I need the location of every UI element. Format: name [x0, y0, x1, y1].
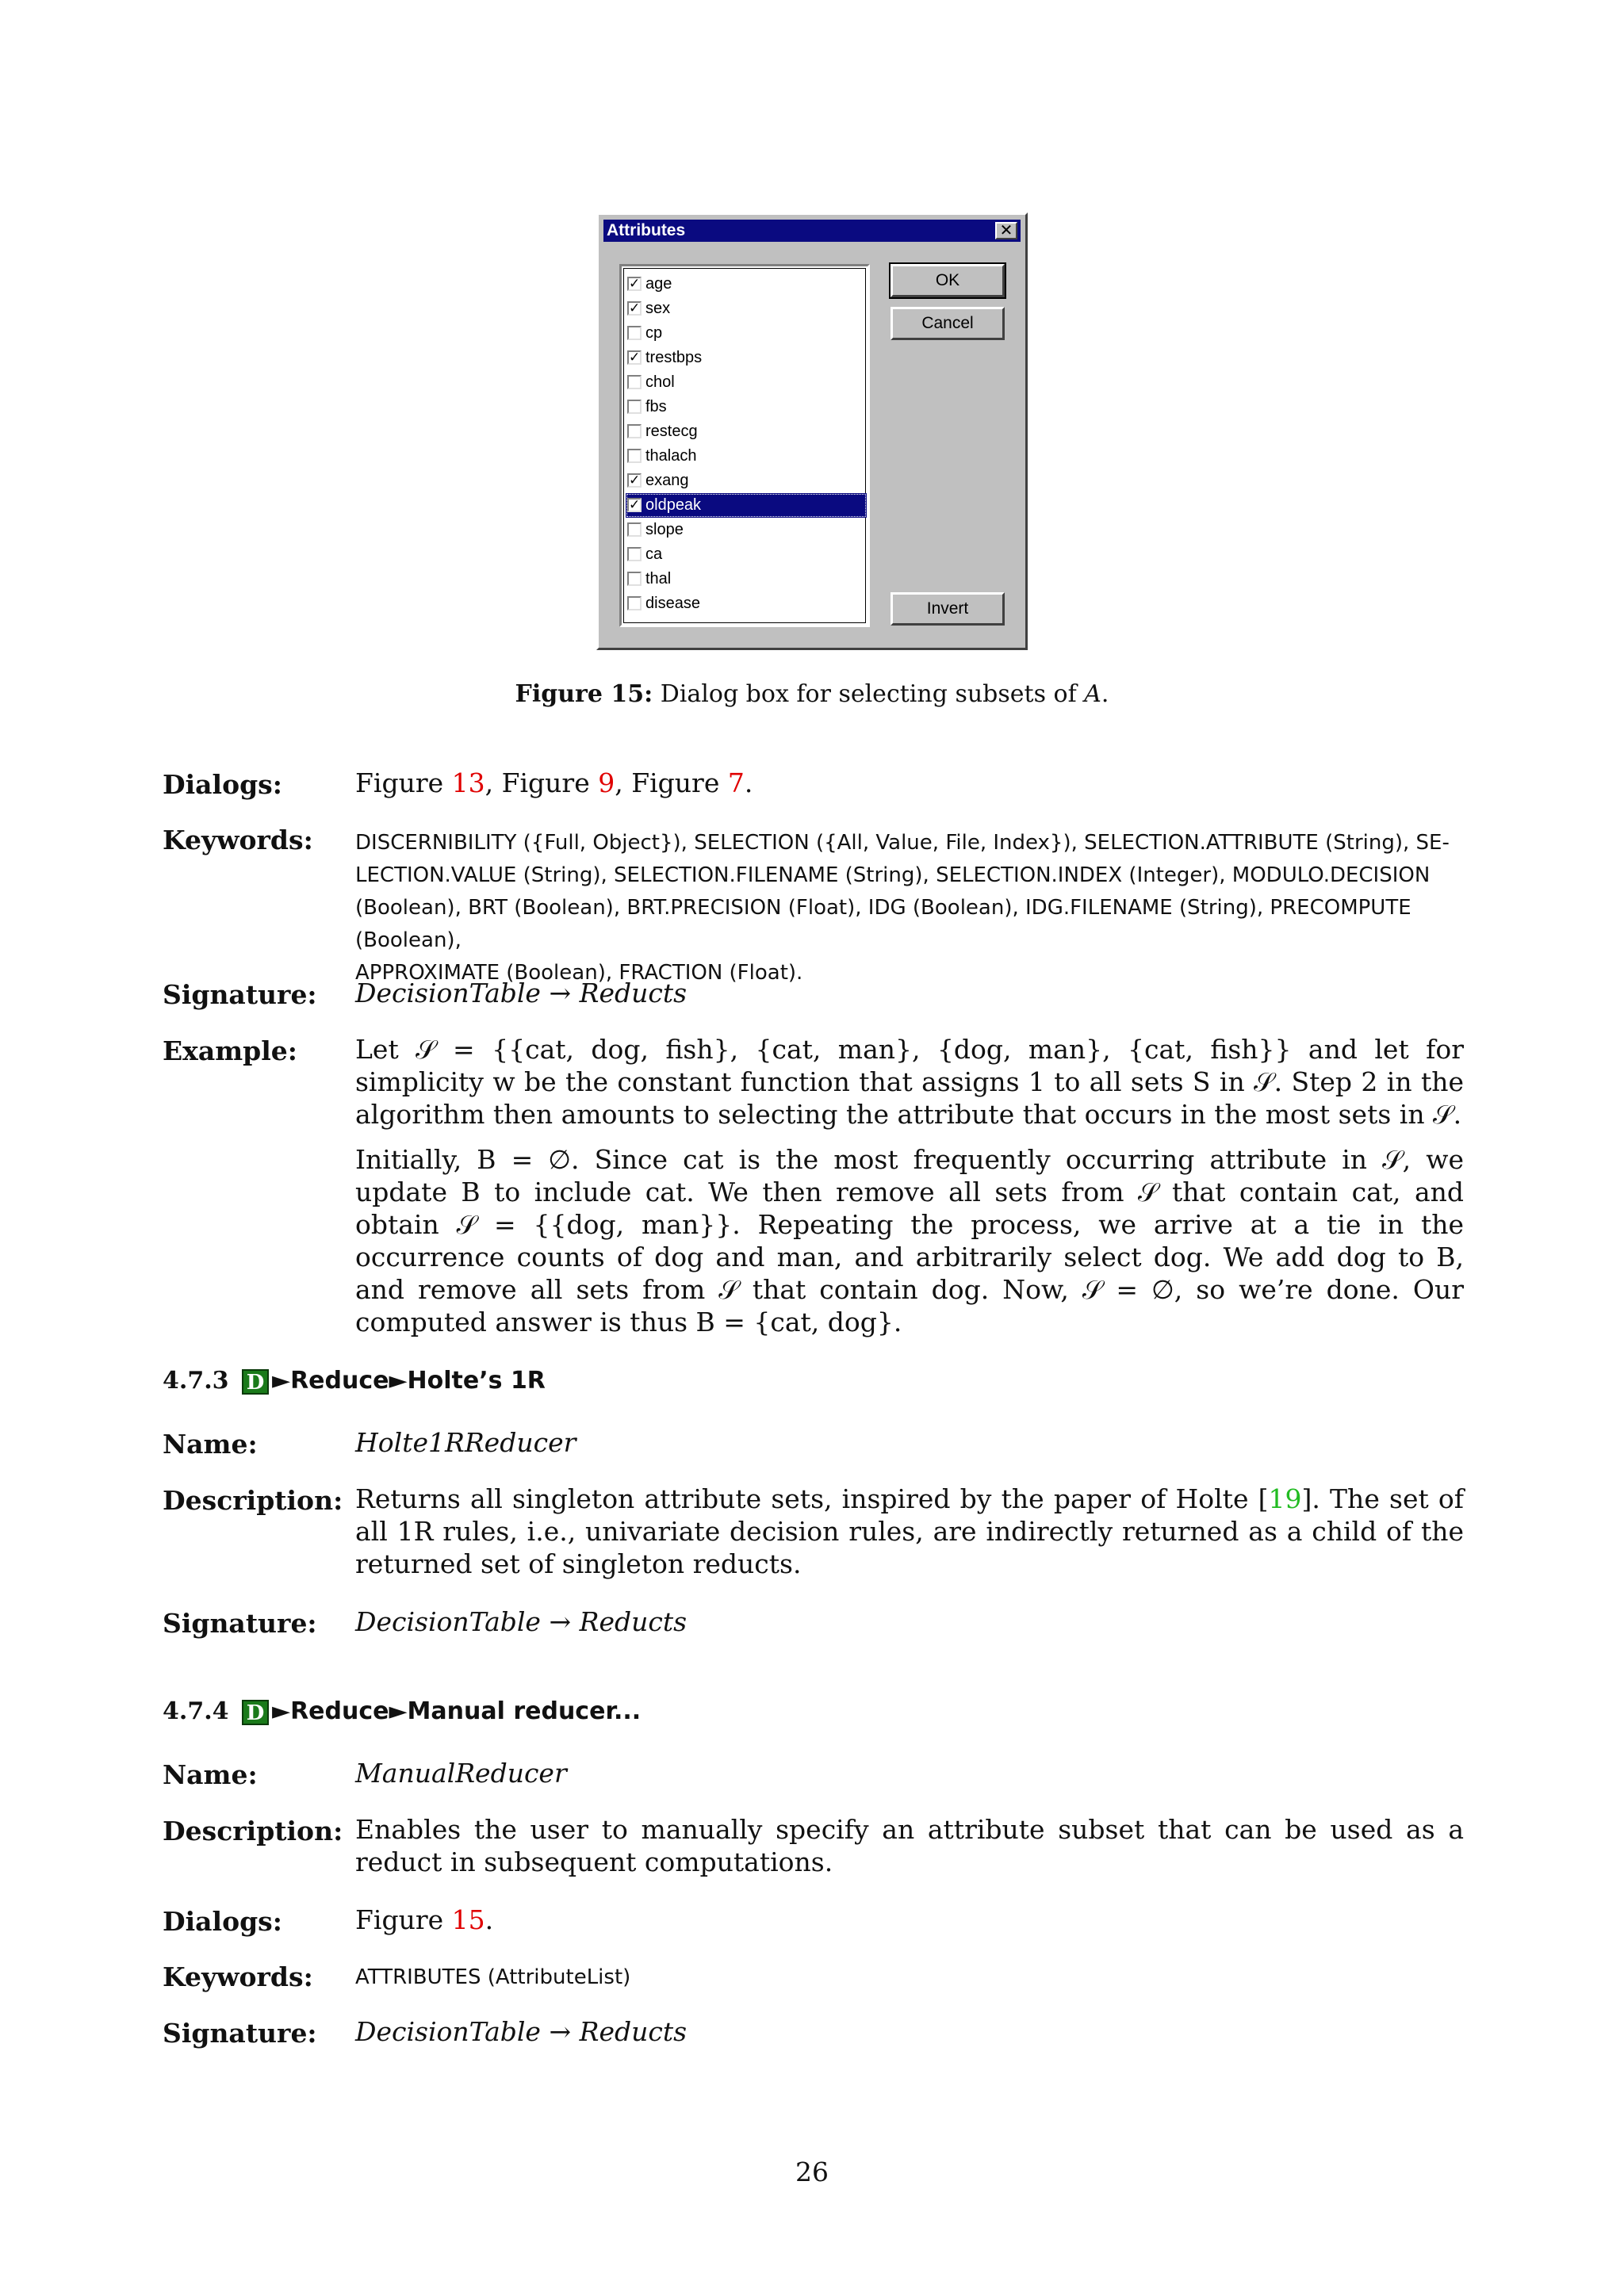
attribute-item-age[interactable]	[626, 272, 867, 297]
section-4-7-3-heading	[163, 1367, 546, 1395]
attribute-label: exang	[645, 472, 689, 489]
signature-label: Signature:	[163, 979, 317, 1010]
keywords-value-2: ATTRIBUTES (AttributeList)	[355, 1965, 631, 1989]
signature-value: DecisionTable → Reducts	[355, 978, 688, 1008]
dialog-title: Attributes	[607, 221, 686, 239]
name-value: Holte1RReducer	[355, 1427, 576, 1458]
attribute-item-trestbps[interactable]	[626, 346, 867, 370]
signature-value-2: DecisionTable → Reducts	[355, 1606, 688, 1637]
keywords-line-2: LECTION.VALUE (String), SELECTION.FILENAME (String), SELECTION.INDEX (Integer), MODULO.DECISION	[355, 863, 1431, 887]
dialogs-value-2	[355, 1904, 1464, 1936]
keywords-line-4: APPROXIMATE (Boolean), FRACTION (Float).	[355, 961, 803, 985]
caption-text: Dialog box for selecting subsets of	[660, 680, 1085, 708]
attribute-label: chol	[645, 373, 675, 391]
attribute-list	[623, 268, 866, 623]
signature-label-2: Signature:	[163, 1608, 317, 1639]
signature-value-3: DecisionTable → Reducts	[355, 2016, 688, 2047]
keywords-line-1: DISCERNIBILITY ({Full, Object}), SELECTION ({All, Value, File, Index}), SELECTION.ATTRIBUTE (String), SE-	[355, 831, 1450, 855]
attribute-label: restecg	[645, 423, 698, 440]
attribute-label: slope	[645, 521, 684, 538]
ok-button[interactable]: OK	[891, 264, 1005, 297]
caption-suffix: .	[1101, 680, 1109, 708]
attribute-item-exang[interactable]	[626, 469, 867, 493]
invert-button[interactable]: Invert	[891, 592, 1005, 626]
dialogs-label: Dialogs:	[163, 769, 282, 800]
checkbox-unchecked-icon[interactable]	[627, 547, 642, 561]
description-label-2: Description:	[163, 1816, 343, 1846]
attribute-label: thalach	[645, 447, 697, 465]
close-icon[interactable]: ✕	[995, 222, 1017, 239]
checkbox-checked-icon[interactable]: ✓	[629, 497, 641, 512]
checkbox-checked-icon[interactable]: ✓	[629, 350, 641, 365]
figure-15-link[interactable]: 15	[451, 1904, 485, 1935]
dialogs-sep-2: , Figure	[615, 767, 728, 798]
attribute-label: trestbps	[645, 349, 703, 366]
name-label-2: Name:	[163, 1759, 258, 1790]
attribute-item-disease[interactable]	[626, 591, 867, 616]
attribute-label: cp	[645, 324, 663, 342]
checkbox-unchecked-icon[interactable]	[627, 596, 642, 610]
attributes-dialog	[596, 212, 1028, 650]
attribute-label: disease	[645, 595, 700, 612]
attribute-label: age	[645, 275, 672, 293]
checkbox-checked-icon[interactable]: ✓	[629, 276, 641, 291]
reference-19-link[interactable]: 19	[1268, 1483, 1302, 1514]
section-4-7-4-heading	[163, 1697, 641, 1725]
dialogs-end-2: .	[485, 1904, 494, 1935]
name-label: Name:	[163, 1429, 258, 1460]
dialogs-value	[355, 767, 1464, 799]
checkbox-unchecked-icon[interactable]	[627, 522, 642, 537]
section-title: ►Reduce►Holte’s 1R	[272, 1367, 546, 1395]
signature-label-3: Signature:	[163, 2018, 317, 2049]
attribute-item-cp[interactable]	[626, 321, 867, 346]
checkbox-unchecked-icon[interactable]	[627, 572, 642, 586]
checkbox-unchecked-icon[interactable]	[627, 326, 642, 340]
keywords-value	[355, 827, 1464, 989]
description-label: Description:	[163, 1485, 343, 1516]
checkbox-unchecked-icon[interactable]	[627, 400, 642, 414]
attribute-label: oldpeak	[645, 496, 702, 514]
keywords-line-3: (Boolean), BRT (Boolean), BRT.PRECISION (Float), IDG (Boolean), IDG.FILENAME (String), PRECOMPUTE (Boolean),	[355, 896, 1411, 952]
page-number: 26	[795, 2156, 829, 2187]
description-text-b: ]. The set of all 1R rules, i.e., univariate decision rules, are indirectly returned as a child of the returned set of singleton reducts.	[355, 1483, 1464, 1579]
dialog-titlebar	[603, 220, 1021, 242]
attribute-label: sex	[645, 300, 671, 317]
description-text-a: Returns all singleton attribute sets, inspired by the paper of Holte [	[355, 1483, 1269, 1514]
attribute-item-oldpeak[interactable]	[626, 493, 867, 518]
description-value-2: Enables the user to manually specify an attribute subset that can be used as a reduct in subsequent computations.	[355, 1814, 1464, 1877]
dialogs-fig-text-2: Figure	[355, 1904, 452, 1935]
cancel-button[interactable]: Cancel	[891, 307, 1005, 340]
description-value	[355, 1483, 1464, 1580]
checkbox-unchecked-icon[interactable]	[627, 424, 642, 438]
name-value-2: ManualReducer	[355, 1758, 567, 1789]
figure-9-link[interactable]: 9	[598, 767, 615, 798]
example-label: Example:	[163, 1035, 297, 1066]
attribute-item-fbs[interactable]	[626, 395, 867, 419]
keywords-label-2: Keywords:	[163, 1961, 313, 1992]
attribute-label: thal	[645, 570, 672, 587]
checkbox-checked-icon[interactable]: ✓	[629, 473, 641, 488]
dialog-badge-icon-2: D	[242, 1700, 269, 1725]
figure-caption	[0, 680, 1624, 708]
section-title-2: ►Reduce►Manual reducer...	[272, 1697, 642, 1725]
figure-13-link[interactable]: 13	[451, 767, 485, 798]
caption-prefix: Figure 15:	[515, 680, 653, 708]
attribute-item-thal[interactable]	[626, 567, 867, 591]
checkbox-unchecked-icon[interactable]	[627, 449, 642, 463]
dialogs-fig-text: Figure	[355, 767, 452, 798]
attribute-listbox[interactable]	[619, 264, 870, 627]
keywords-label: Keywords:	[163, 825, 313, 855]
dialogs-end: .	[744, 767, 753, 798]
attribute-item-slope[interactable]	[626, 518, 867, 542]
attribute-item-thalach[interactable]	[626, 444, 867, 469]
attribute-label: ca	[645, 545, 663, 563]
figure-7-link[interactable]: 7	[727, 767, 745, 798]
example-paragraph-2: Initially, B = ∅. Since cat is the most frequently occurring attribute in 𝒮, we update B to include cat. We then remove all sets from 𝒮 that contain cat, and obtain 𝒮 = {{dog, man}}. Repeating the process, we arrive at a tie in the occurrence counts of dog and man, and arbitrarily select dog. We add dog to B, and remove all sets from 𝒮 that contain dog. Now, 𝒮 = ∅, so we’re done. Our computed answer is thus B = {cat, dog}.	[355, 1144, 1464, 1337]
checkbox-checked-icon[interactable]: ✓	[629, 300, 641, 316]
example-paragraph-1: Let 𝒮 = {{cat, dog, fish}, {cat, man}, {dog, man}, {cat, fish}} and let for simplicity w be the constant function that assigns 1 to all sets S in 𝒮. Step 2 in the algorithm then amounts to selecting the attribute that occurs in the most sets in 𝒮.	[355, 1034, 1464, 1130]
checkbox-unchecked-icon[interactable]	[627, 375, 642, 389]
attribute-item-ca[interactable]	[626, 542, 867, 567]
section-number: 4.7.3	[163, 1367, 229, 1395]
section-number-2: 4.7.4	[163, 1697, 229, 1725]
attribute-item-chol[interactable]	[626, 370, 867, 395]
attribute-item-sex[interactable]	[626, 297, 867, 321]
attribute-item-restecg[interactable]	[626, 419, 867, 444]
caption-var: A	[1084, 680, 1101, 708]
dialogs-label-2: Dialogs:	[163, 1906, 282, 1937]
attribute-label: fbs	[645, 398, 667, 415]
dialog-badge-icon: D	[242, 1369, 269, 1395]
dialogs-sep-1: , Figure	[485, 767, 599, 798]
